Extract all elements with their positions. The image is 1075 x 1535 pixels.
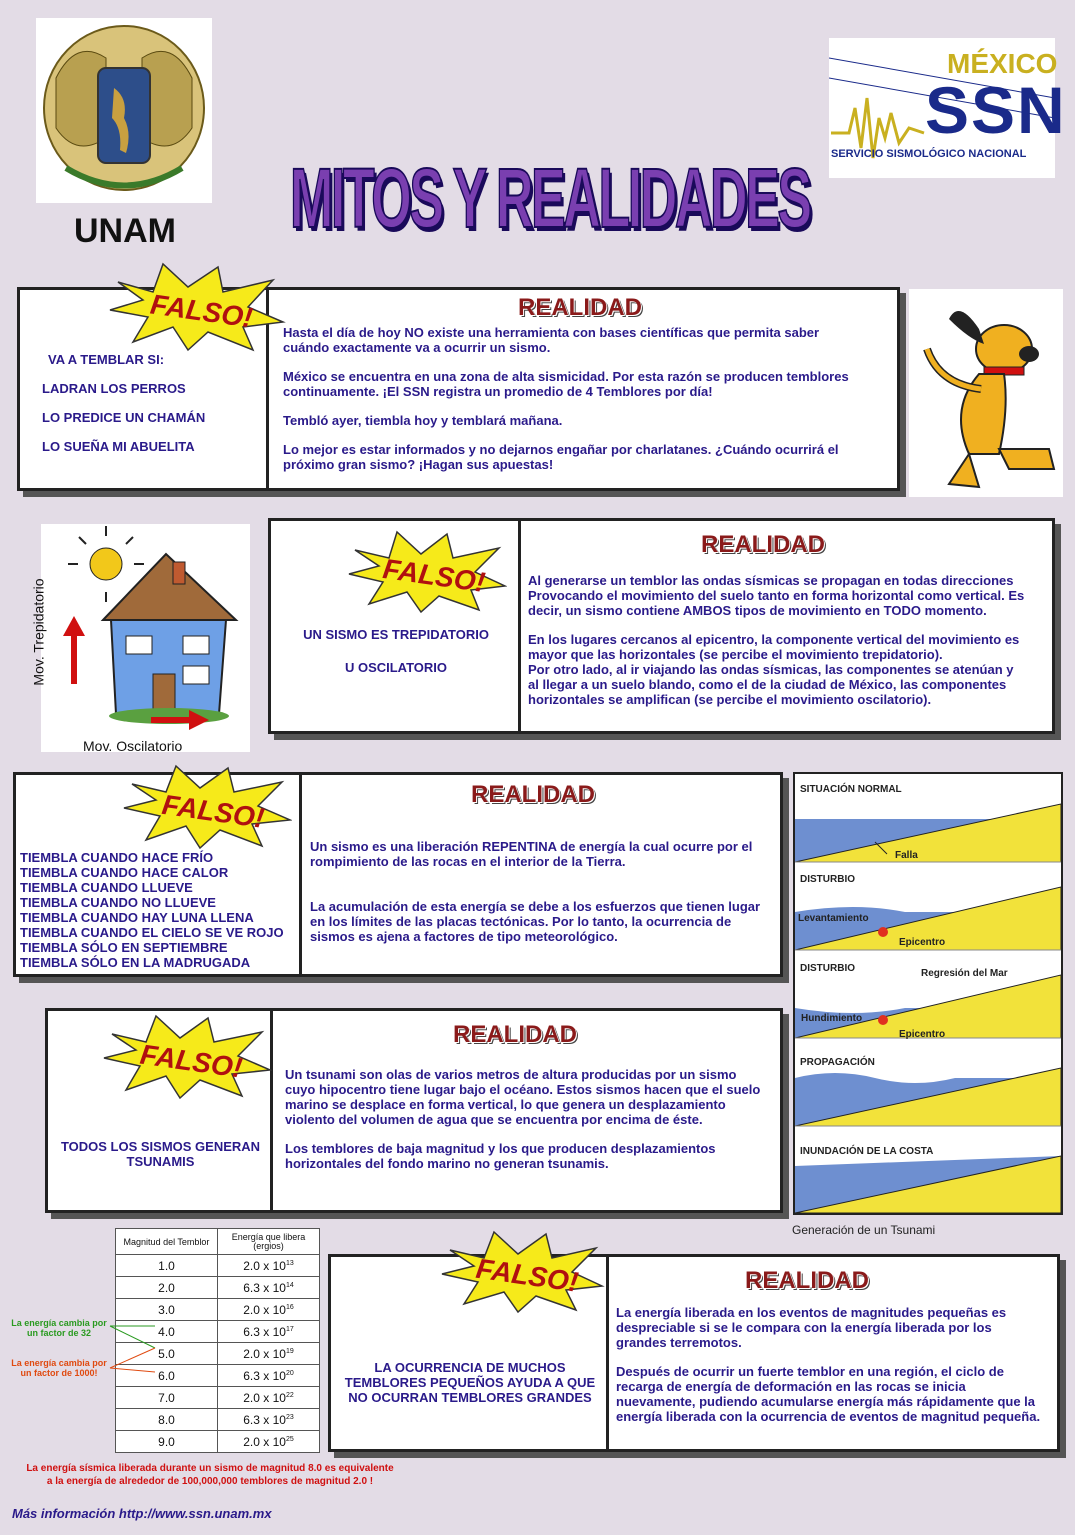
energy-base: 2.0 x 10 — [243, 1302, 286, 1317]
energy-base: 2.0 x 10 — [243, 1434, 286, 1449]
energy-base: 2.0 x 10 — [243, 1346, 286, 1361]
magnitude-cell: 5.0 — [116, 1343, 218, 1365]
myth-line: LA OCURRENCIA DE MUCHOS TEMBLORES PEQUEÑOS AYUDA A QUE NO OCURRAN TEMBLORES GRANDES — [344, 1360, 596, 1405]
reality-paragraph: Un tsunami son olas de varios metros de altura producidas por un sismo cuyo hipocentro tiene lugar bajo el océano. Estos sismos hacen que el suelo marino se desplace en forma vertical, lo que genera un desplazamiento violento del volumen de agua que se encuentra por encima de éste. — [285, 1067, 761, 1127]
myth-line: TIEMBLA CUANDO LLUEVE — [20, 880, 193, 895]
section-5-myth — [331, 1345, 609, 1420]
magnitude-cell: 4.0 — [116, 1321, 218, 1343]
tsunami-panel-label: PROPAGACIÓN — [800, 1057, 875, 1068]
magnitude-cell: 7.0 — [116, 1387, 218, 1409]
falso-burst-2 — [347, 528, 507, 613]
page-title: MITOS Y REALIDADES — [290, 151, 810, 245]
energy-cell — [218, 1299, 320, 1321]
tsunami-epicentro-label: Epicentro — [899, 937, 946, 948]
factor-arrows — [100, 1316, 160, 1386]
myth-line: LO SUEÑA MI ABUELITA — [42, 439, 195, 454]
energy-cell — [218, 1321, 320, 1343]
section-5-reality — [616, 1305, 1061, 1438]
reality-paragraph: Después de ocurrir un fuerte temblor en una región, el ciclo de recarga de energía de deformación en las rocas se inicia nuevamente, pudiendo acumularse energía más rápidamente que la energía liberada con la ocurrencia de eventos de magnitud pequeña. — [616, 1364, 1041, 1424]
tsunami-falla-label: Falla — [895, 850, 918, 861]
table-row — [116, 1409, 320, 1431]
falso-text: FALSO! — [474, 1252, 581, 1298]
energy-cell — [218, 1387, 320, 1409]
falso-burst-3 — [122, 762, 292, 850]
table-row — [116, 1255, 320, 1277]
energy-exponent: 20 — [285, 1369, 294, 1377]
section-1-realidad-title: REALIDAD — [518, 294, 642, 321]
magnitude-cell: 8.0 — [116, 1409, 218, 1431]
section-4-myth — [48, 1124, 273, 1184]
myth-line: TIEMBLA CUANDO EL CIELO SE VE ROJO — [20, 925, 284, 940]
house-illustration — [30, 524, 250, 754]
energy-base: 6.3 x 10 — [243, 1368, 286, 1383]
section-2-reality — [528, 573, 1053, 721]
mov-trepidatorio-label: Mov. Trepidatorio — [30, 578, 47, 686]
table-row — [116, 1387, 320, 1409]
table-header-row — [116, 1229, 320, 1255]
unam-label: UNAM — [74, 212, 176, 250]
reality-paragraph: Hasta el día de hoy NO existe una herramienta con bases científicas que permita saber cuándo exactamente va a ocurrir un sismo. — [283, 325, 820, 355]
ssn-country: MÉXICO — [947, 48, 1058, 79]
tsunami-regresion-label: Regresión del Mar — [921, 968, 1008, 979]
myth-line: TIEMBLA SÓLO EN SEPTIEMBRE — [20, 940, 228, 955]
energy-exponent: 23 — [285, 1413, 294, 1421]
reality-paragraph: Los temblores de baja magnitud y los que producen desplazamientos horizontales del fondo marino no generan tsunamis. — [285, 1141, 716, 1171]
section-4-realidad-title: REALIDAD — [453, 1021, 577, 1048]
section-2-myth — [271, 627, 521, 689]
magnitude-cell: 3.0 — [116, 1299, 218, 1321]
reality-paragraph: La energía liberada en los eventos de magnitudes pequeñas es despreciable si se le compara con la energía liberada por los grandes terremotos. — [616, 1305, 1007, 1350]
tsunami-panel-label: DISTURBIO — [800, 963, 855, 974]
falso-burst-1 — [108, 262, 288, 352]
reality-paragraph: En los lugares cercanos al epicentro, la componente vertical del movimiento es mayor que las horizontales (se percibe el movimiento trepidatorio). Por otro lado, al ir viajando las ondas sísmicas, las componentes se atenúan y al llegar a un suelo blando, como el de la ciudad de México, las componentes horizontales se amplifican (se percibe el movimiento oscilatorio). — [528, 632, 1020, 707]
reality-paragraph: Al generarse un temblor las ondas sísmicas se propagan en todas direcciones Provocando el movimiento del suelo tanto en forma horizontal como vertical. Es decir, un sismo contiene AMBOS tipos de movimiento en TODO momento. — [528, 573, 1025, 618]
falso-text: FALSO! — [160, 788, 267, 834]
note-factor-1000: La energía cambia por un factor de 1000! — [11, 1358, 107, 1378]
energy-base: 2.0 x 10 — [243, 1258, 286, 1273]
section-3-reality — [310, 839, 780, 958]
tsunami-caption: Generación de un Tsunami — [792, 1223, 936, 1237]
section-1-reality — [283, 325, 893, 486]
mov-oscilatorio-label: Mov. Oscilatorio — [83, 738, 183, 754]
myth-line: TIEMBLA CUANDO HAY LUNA LLENA — [20, 910, 254, 925]
ssn-name: SERVICIO SISMOLÓGICO NACIONAL — [831, 148, 1027, 160]
footer-link[interactable]: Más información http://www.ssn.unam.mx — [12, 1506, 272, 1521]
falso-text: FALSO! — [148, 288, 255, 334]
tsunami-panel-label: DISTURBIO — [800, 874, 855, 885]
energy-base: 2.0 x 10 — [243, 1390, 286, 1405]
table-header: Magnitud del Temblor — [116, 1229, 218, 1255]
tsunami-panel-label: INUNDACIÓN DE LA COSTA — [800, 1146, 934, 1157]
tsunami-hundimiento-label: Hundimiento — [801, 1013, 863, 1024]
tsunami-panel-5 — [795, 1156, 1061, 1213]
energy-footnote: La energía sísmica liberada durante un sismo de magnitud 8.0 es equivalente a la energía de alrededor de 100,000,000 temblores de magnitud 2.0 ! — [26, 1463, 394, 1487]
tsunami-epicentro-label: Epicentro — [899, 1029, 946, 1040]
ssn-abbr: SSN — [925, 73, 1067, 147]
magnitude-cell: 6.0 — [116, 1365, 218, 1387]
unam-eagle-icon — [36, 18, 212, 203]
falso-text: FALSO! — [138, 1038, 245, 1084]
energy-cell — [218, 1431, 320, 1453]
tsunami-panel-label: SITUACIÓN NORMAL — [800, 784, 902, 795]
ssn-logo — [829, 38, 1067, 178]
section-3-realidad-title: REALIDAD — [471, 781, 595, 808]
energy-base: 6.3 x 10 — [243, 1324, 286, 1339]
energy-cell — [218, 1365, 320, 1387]
energy-cell — [218, 1409, 320, 1431]
energy-cell — [218, 1277, 320, 1299]
reality-paragraph: Tembló ayer, tiembla hoy y temblará mañana. — [283, 413, 563, 428]
energy-exponent: 22 — [285, 1391, 294, 1399]
energy-cell — [218, 1343, 320, 1365]
energy-exponent: 19 — [285, 1347, 294, 1355]
reality-paragraph: Un sismo es una liberación REPENTINA de energía la cual ocurre por el rompimiento de las rocas en el interior de la Tierra. — [310, 839, 753, 869]
tsunami-panel-4 — [795, 1068, 1061, 1126]
table-row — [116, 1277, 320, 1299]
reality-paragraph: México se encuentra en una zona de alta sismicidad. Por esta razón se producen temblores continuamente. ¡El SSN registra un promedio de 4 Temblores por día! — [283, 369, 849, 399]
section-1-myth — [42, 352, 262, 468]
myth-line: U OSCILATORIO — [344, 660, 448, 675]
energy-exponent: 17 — [285, 1325, 294, 1333]
section-2-divider — [518, 521, 521, 731]
section-2-realidad-title: REALIDAD — [701, 531, 825, 558]
myth-line: UN SISMO ES TREPIDATORIO — [303, 627, 489, 642]
dog-icon — [909, 289, 1063, 497]
myth-line: TIEMBLA SÓLO EN LA MADRUGADA — [20, 955, 251, 970]
section-3-myth — [20, 850, 300, 970]
reality-paragraph: Lo mejor es estar informados y no dejarnos engañar por charlatanes. ¿Cuándo ocurrirá el próximo gran sismo? ¡Hagan sus apuestas! — [283, 442, 839, 472]
energy-cell — [218, 1255, 320, 1277]
magnitude-cell: 9.0 — [116, 1431, 218, 1453]
myth-line: TODOS LOS SISMOS GENERAN TSUNAMIS — [60, 1139, 261, 1169]
pluto-illustration — [909, 289, 1063, 497]
magnitude-cell: 2.0 — [116, 1277, 218, 1299]
falso-burst-5 — [440, 1228, 605, 1314]
reality-paragraph: La acumulación de esta energía se debe a los esfuerzos que tienen lugar en los límites de las placas tectónicas. Por lo tanto, la ocurrencia de sismos es ajena a factores de tipo meteorológico. — [310, 899, 761, 944]
myth-line: LO PREDICE UN CHAMÁN — [42, 410, 206, 425]
unam-seal — [36, 18, 212, 203]
myth-line: LADRAN LOS PERROS — [42, 381, 186, 396]
note-factor-32: La energía cambia por un factor de 32 — [11, 1318, 107, 1338]
table-header: Energía que libera (ergios) — [218, 1229, 320, 1255]
myth-line: TIEMBLA CUANDO HACE CALOR — [20, 865, 229, 880]
section-5-panel — [328, 1254, 1060, 1452]
energy-exponent: 16 — [285, 1303, 294, 1311]
tsunami-levantamiento-label: Levantamiento — [798, 913, 869, 924]
energy-exponent: 13 — [285, 1259, 294, 1267]
energy-exponent: 14 — [285, 1281, 294, 1289]
section-4-reality — [285, 1067, 780, 1185]
section-5-realidad-title: REALIDAD — [745, 1267, 869, 1294]
magnitude-cell: 1.0 — [116, 1255, 218, 1277]
energy-exponent: 25 — [285, 1435, 294, 1443]
energy-base: 6.3 x 10 — [243, 1280, 286, 1295]
falso-burst-4 — [102, 1012, 272, 1100]
falso-text: FALSO! — [381, 553, 488, 599]
table-row — [116, 1431, 320, 1453]
myth-line: TIEMBLA CUANDO HACE FRÍO — [20, 850, 214, 865]
house-icon — [41, 524, 250, 752]
myth-line: TIEMBLA CUANDO NO LLUEVE — [20, 895, 216, 910]
myth-line: VA A TEMBLAR SI: — [48, 352, 165, 367]
energy-base: 6.3 x 10 — [243, 1412, 286, 1427]
tsunami-diagram — [793, 772, 1063, 1215]
